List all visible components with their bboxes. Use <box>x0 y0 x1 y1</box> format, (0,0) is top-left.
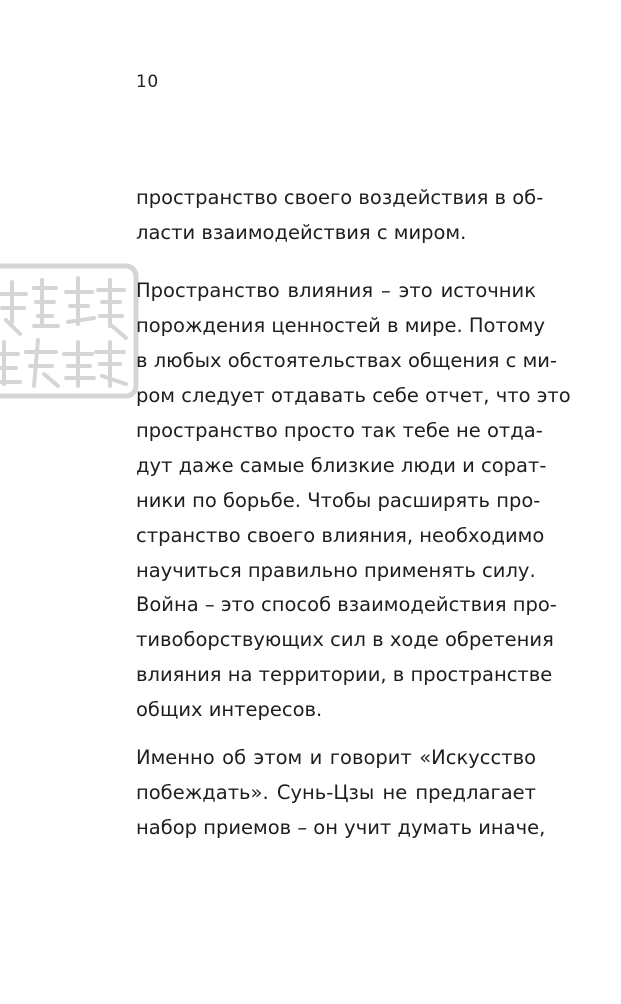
paragraph-2 <box>136 273 571 588</box>
paragraph-3 <box>136 587 557 727</box>
chinese-seal-stamp-icon <box>0 262 140 400</box>
text-line: научиться правильно применять силу. <box>136 559 536 582</box>
page-number: 10 <box>136 72 159 92</box>
text-line: тивоборствующих сил в ходе обретения <box>136 628 554 651</box>
text-line: дут даже самые близкие люди и сорат- <box>136 454 547 477</box>
text-line: в любых обстоятельствах общения с ми- <box>136 349 558 372</box>
text-line: Война – это способ взаимодействия про- <box>136 593 557 616</box>
text-line: пространство своего воздействия в об- <box>136 186 544 209</box>
text-line: влияния на территории, в пространстве <box>136 663 553 686</box>
text-line: набор приемов – он учит думать иначе, <box>136 816 546 839</box>
paragraph-1 <box>136 180 544 250</box>
text-line: Именно об этом и говорит «Искусство <box>136 746 536 769</box>
text-line: ласти взаимодействия с миром. <box>136 221 467 244</box>
text-line: порождения ценностей в мире. Потому <box>136 314 546 337</box>
paragraph-4 <box>136 740 546 845</box>
text-line: странство своего влияния, необходимо <box>136 524 545 547</box>
text-line: ром следует отдавать себе отчет, что это <box>136 384 571 407</box>
text-line: пространство просто так тебе не отда- <box>136 419 543 442</box>
text-line: Пространство влияния – это источник <box>136 279 536 302</box>
text-line: побеждать». Сунь-Цзы не предлагает <box>136 781 536 804</box>
text-line: общих интересов. <box>136 698 323 721</box>
text-line: ники по борьбе. Чтобы расширять про- <box>136 489 541 512</box>
